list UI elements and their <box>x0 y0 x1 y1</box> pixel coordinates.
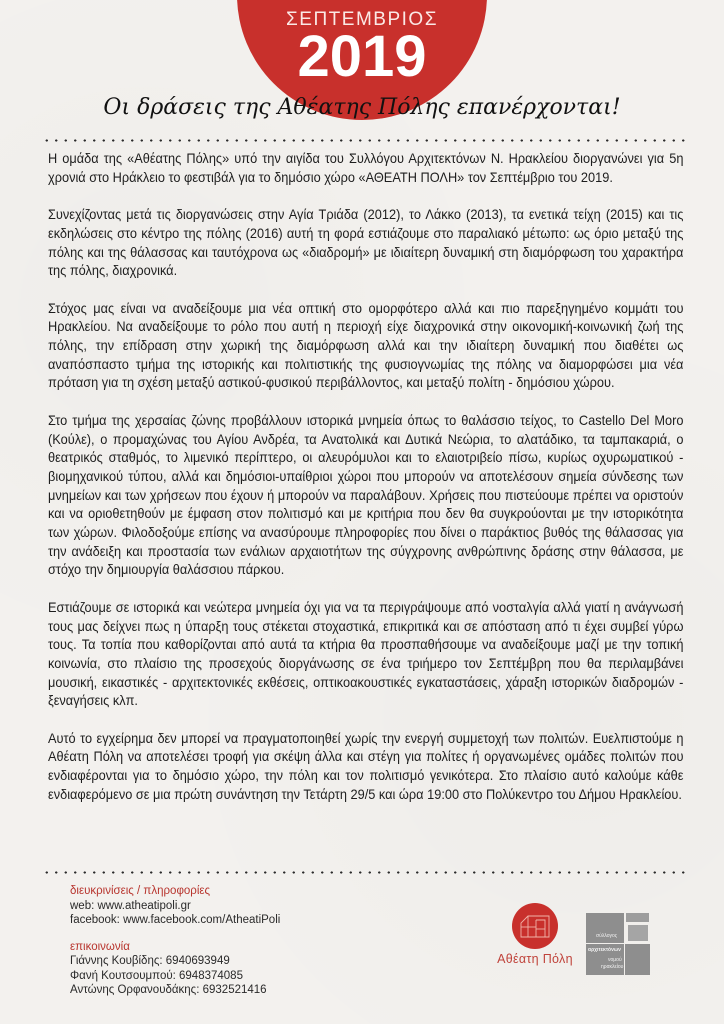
atheati-poli-logo-label: Αθέατη Πόλη <box>497 952 573 966</box>
web-link[interactable]: web: www.atheatipoli.gr <box>70 899 191 912</box>
paragraph-intro: Η ομάδα της «Αθέατης Πόλης» υπό την αιγίδα του Συλλόγου Αρχιτεκτόνων Ν. Ηρακλείου διοργανώνει για 5η χρονιά στο Ηράκλειο το φεστιβάλ για το δημόσιο χώρο «ΑΘΕΑΤΗ ΠΟΛΗ» τον Σεπτέμβριο του 2019. <box>48 151 684 185</box>
paragraph-goal: Στόχος μας είναι να αναδείξουμε μια νέα οπτική στο ομορφότερο αλλά και πιο παρεξηγημένο κομμάτι του Ηρακλείου. Να αναδείξουμε το ρόλο που αυτή η περιοχή είχε διαχρονικά στην οικονομική-κοινωνική ζωή της πόλης, την επίδραση στην χωρική της διαμόρφωση αλλά και την ιδιαίτερη δυναμική που διαθέτει ως αναπόσπαστο τμήμα της ιστορικής και πολιτιστικής της φυσιογνωμίας της πόλης να διαμορφώσει μια νέα πρόταση για τη σχέση μεταξύ αστικού-φυσικού περιβάλλοντος, και μεταξύ πολίτη - δημόσιου χώρου. <box>48 300 684 391</box>
arch-logo-line2: αρχιτεκτόνων <box>588 947 621 953</box>
contact-heading: επικοινωνία <box>70 940 130 953</box>
paragraph-call: Αυτό το εγχείρημα δεν μπορεί να πραγματοποιηθεί χωρίς την ενεργή συμμετοχή των πολιτών. Ευελπιστούμε η Αθέατη Πόλη να αποτελέσει τροφή για σκέψη άλλα και στέγη για πολίτες ή οργανωμένες ομάδες πολιτών που ενδιαφέρονται για το δημόσιο χώρο, την πόλη και τον πολιτισμό γενικότερα. Στο πλαίσιο αυτό καλούμε κάθε ενδιαφερόμενο σε μια πρώτη συνάντηση την Τετάρτη 29/5 και ώρα 19:00 στο Πολύκεντρο του Δήμου Ηρακλείου. <box>48 730 684 802</box>
paragraph-history: Συνεχίζοντας μετά τις διοργανώσεις στην Αγία Τριάδα (2012), το Λάκκο (2013), τα ενετικά τείχη (2015) και τις εκδηλώσεις στο κέντρο της πόλης (2016) αυτή τη φορά εστιάζουμε στο παραλιακό μέτωπο: ως όριο μεταξύ της πόλης και της θάλασσας και ταυτόχρονα ως «διαδρομή» με ιδιαίτερη δυναμική στη διαμόρφωση του χαρακτήρα της πόλης, διαχρονικά. <box>48 207 684 279</box>
dotted-divider-bottom <box>42 871 690 874</box>
dotted-divider-top <box>42 139 690 142</box>
atheati-poli-logo-icon <box>512 903 558 949</box>
arch-logo-line4: ηρακλείου <box>601 964 624 970</box>
body-text <box>48 150 684 823</box>
footer-contacts <box>70 884 470 998</box>
arch-logo-line3: νομού <box>608 957 622 963</box>
contact-item: Αντώνης Ορφανουδάκης: 6932521416 <box>70 984 267 996</box>
facebook-link[interactable]: facebook: www.facebook.com/AtheatiPoli <box>70 914 281 926</box>
header-month: ΣΕΠΤΕΜΒΡΙΟΣ <box>286 9 438 30</box>
header-year: 2019 <box>297 24 427 89</box>
architects-association-logo-icon <box>586 913 650 975</box>
contact-item: Γιάννης Κουβίδης: 6940693949 <box>70 955 230 967</box>
info-heading: διευκρινίσεις / πληροφορίες <box>70 885 211 897</box>
arch-logo-line1: σύλλογος <box>596 933 618 939</box>
paragraph-focus: Εστιάζουμε σε ιστορικά και νεώτερα μνημεία όχι για να τα περιγράψουμε από νοσταλγία αλλά γιατί η ανάγνωσή τους μας δείχνει πως η ύπαρξη τους στέκεται στοχαστικά, επικριτικά και σε απόσταση από τι έχει συμβεί γύρω τους. Τα τοπία που καθορίζονται από αυτά τα κτήρια θα προσπαθήσουμε να αναδείξουμε μαζί με την τοπική κοινωνία, στο πλαίσιο της προσεχούς διοργάνωσης σε ένα τριήμερο τον Σεπτέμβρη που θα περιλαμβάνει μουσική, εικαστικές - αρχιτεκτονικές εκθέσεις, οπτικοακουστικές εγκαταστάσεις, χάραξη ιστορικών διαδρομών - ξεναγήσεις κλπ. <box>48 599 684 709</box>
poster-title: Οι δράσεις της Αθέατης Πόλης επανέρχονται! <box>103 95 621 120</box>
paragraph-monuments: Στο τμήμα της χερσαίας ζώνης προβάλλουν ιστορικά μνημεία όπως το θαλάσσιο τείχος, το Castello Del Moro (Κούλε), ο προμαχώνας του Αγίου Ανδρέα, τα Ανατολικά και Δυτικά Νεώρια, το αλατάδικο, τα ταμπακαριά, ο θεατρικός σταθμός, το λιμενικό περίπτερο, οι αλευρόμυλοι και το ελαιοτριβείο πίσω, κυρίως οχυρωματικού - βιομηχανικού τύπου, αλλά και δημόσιοι-υπαίθριοι χώροι που μπορούν να αποτελέσουν σημεία σύνδεσης των μνημείων και των χρήσεων που έχουν ή μπορούν να παραλάβουν. Χρήσεις που πιστεύουμε πρέπει να οριστούν και να οριοθετηθούν με έμφαση στον πολιτισμό και με κριτήρια που δεν θα συγκρούονται με την ιστορικότητα των χώρων. Φιλοδοξούμε επίσης να ανασύρουμε πληροφορίες που δίνει ο παράκτιος βυθός της θάλασσας για την ανάδειξη και προστασία των ενάλιων αρχαιοτήτων της σύγχρονης ανθρώπινης δράσης στην θάλασσα, με στόχο την δημιουργία θαλάσσιου πάρκου. <box>48 412 684 578</box>
contact-item: Φανή Κουτσουμπού: 6948374085 <box>70 969 243 982</box>
